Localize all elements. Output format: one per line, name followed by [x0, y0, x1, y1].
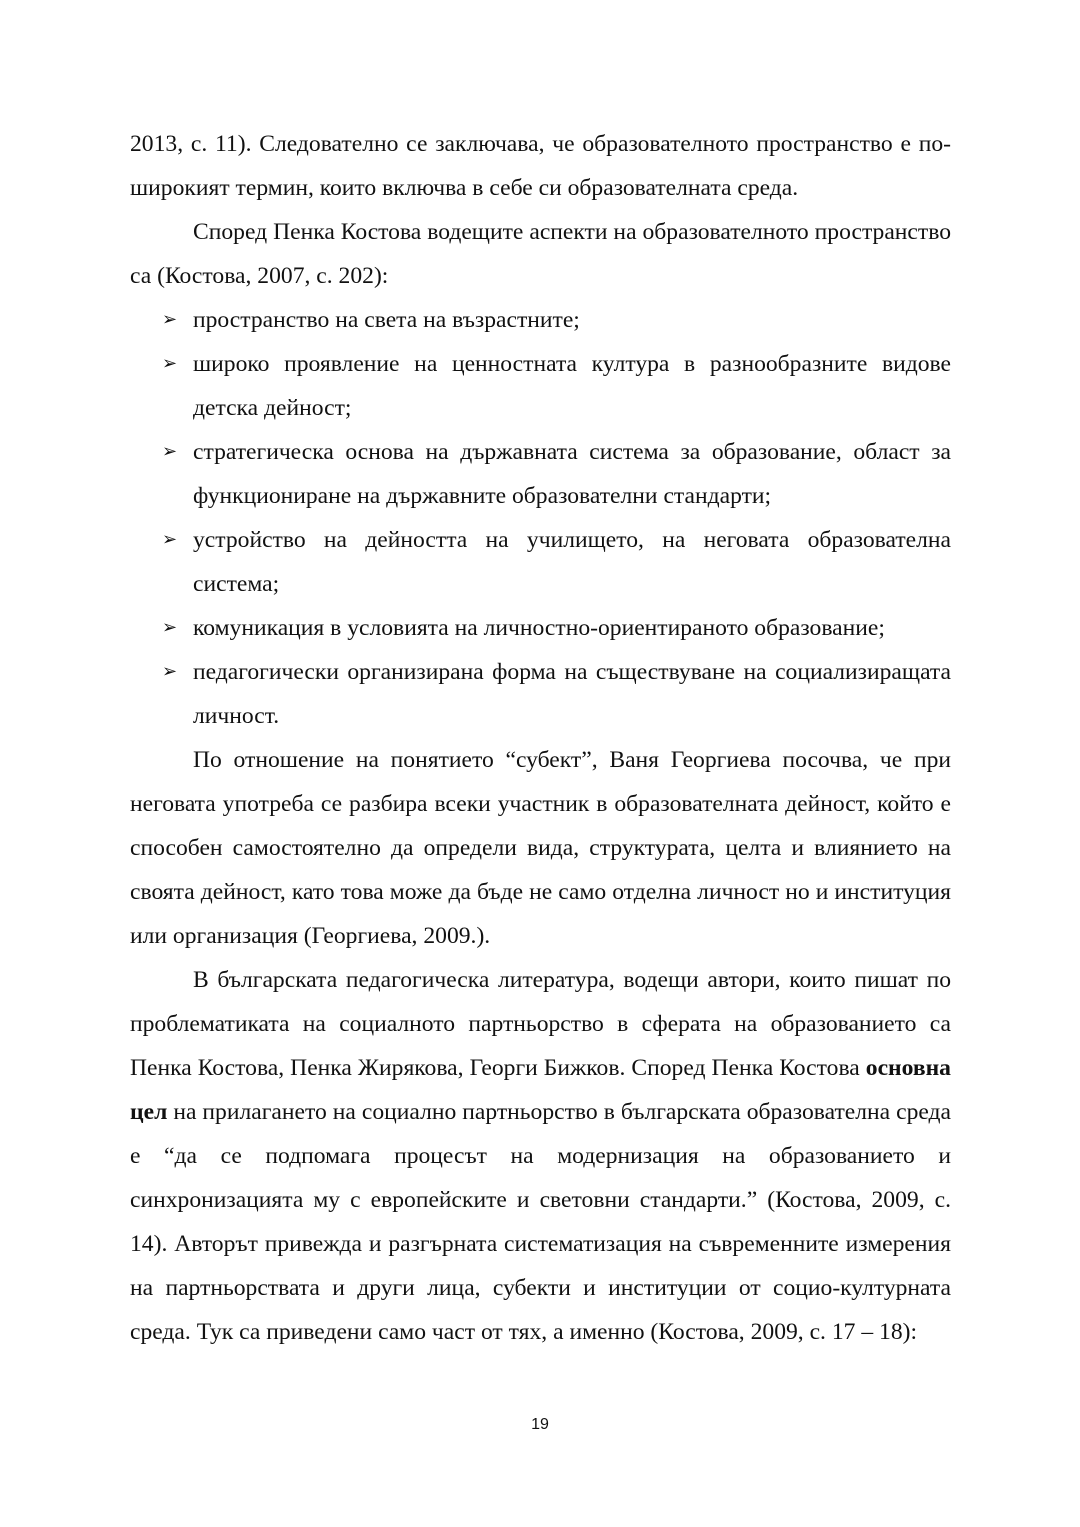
list-item-text: пространство на света на възрастните;: [193, 307, 580, 333]
document-page: [130, 122, 951, 1354]
arrow-bullet-icon: ➢: [162, 441, 178, 462]
arrow-bullet-icon: ➢: [162, 529, 178, 550]
list-item-text: широко проявление на ценностната култура в разнообразните видове детска дейност;: [193, 351, 951, 421]
list-item-text: стратегическа основа на държавната система за образование, област за функциониране на държавните образователни стандарти;: [193, 439, 951, 509]
list-item: [130, 342, 951, 430]
arrow-bullet-icon: ➢: [162, 353, 178, 374]
paragraph-1: 2013, с. 11). Следователно се заключава, че образователното пространство е по-широкият термин, които включва в себе си образователната среда.: [130, 131, 951, 201]
arrow-bullet-icon: ➢: [162, 617, 178, 638]
emphasis-main-goal: основна цел: [130, 1055, 951, 1125]
paragraph-4-text-end: на прилагането на социално партньорство в българската образователна среда е “да се подпомага процесът на модернизация на образованието и синхронизацията му с европейските и световни стандарти.” (Костова, 2009, с. 14). Авторът привежда и разгърната систематизация на съвременните измерения на партньорствата и други лица, субекти и институции от социо-културната среда. Тук са приведени само част от тях, а именно (Костова, 2009, с. 17 – 18):: [130, 1099, 952, 1345]
list-item-text: комуникация в условията на личностно-ориентираното образование;: [193, 615, 885, 641]
page-number: 19: [531, 1416, 549, 1433]
paragraph-4: [130, 958, 951, 1354]
paragraph-4-text-start: В българската педагогическа литература, водещи автори, които пишат по проблематиката на социалното партньорство в сферата на образованието са Пенка Костова, Пенка Жирякова, Георги Бижков. Според Пенка Костова: [130, 967, 951, 1081]
list-item: [130, 606, 951, 650]
list-item: [130, 518, 951, 606]
list-item-text: педагогически организирана форма на съществуване на социализиращата личност.: [193, 659, 951, 729]
arrow-bullet-icon: ➢: [162, 309, 178, 330]
list-item: [130, 298, 951, 342]
arrow-bullet-icon: ➢: [162, 661, 178, 682]
list-item-text: устройство на дейността на училището, на неговата образователна система;: [193, 527, 951, 597]
paragraph-3: По отношение на понятието “субект”, Ваня Георгиева посочва, че при неговата употреба се разбира всеки участник в образователната дейност, който е способен самостоятелно да определи вида, структурата, целта и влиянието на своята дейност, като това може да бъде не само отделна личност но и институция или организация (Георгиева, 2009.).: [130, 747, 951, 949]
paragraph-2: Според Пенка Костова водещите аспекти на образователното пространство са (Костова, 2007, с. 202):: [130, 219, 951, 289]
aspects-list: [130, 298, 951, 738]
list-item: [130, 430, 951, 518]
list-item: [130, 650, 951, 738]
